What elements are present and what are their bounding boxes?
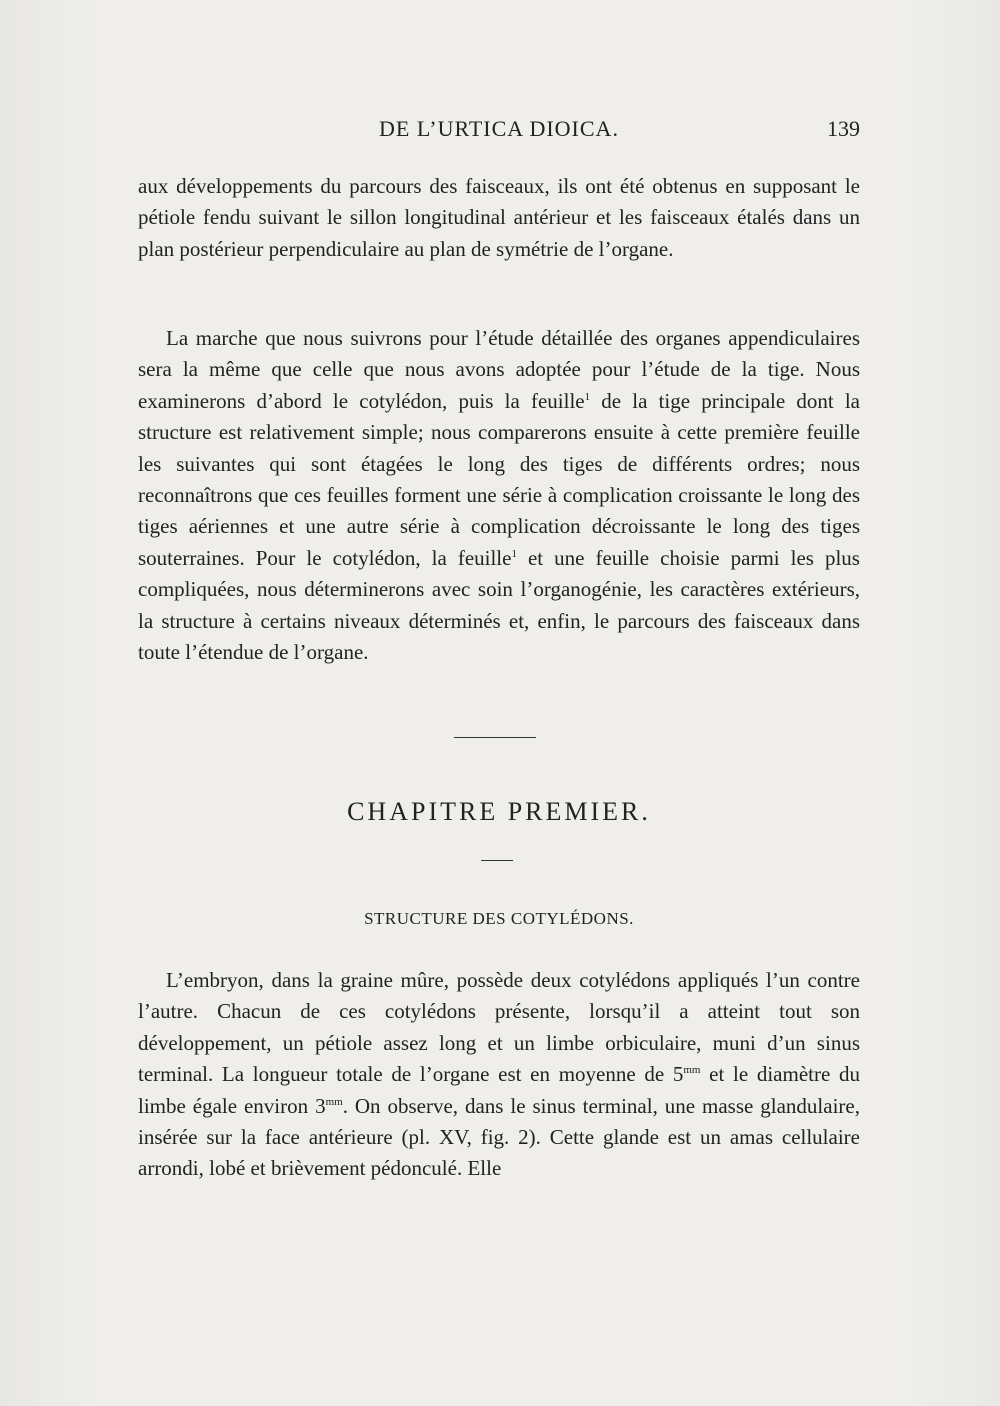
paragraph-text <box>138 323 860 668</box>
text-segment: . On observe, dans le sinus terminal, une masse glandulaire, insérée sur la face antérieure (pl. XV, fig. 2). Cette glande est un amas cellulaire arrondi, lobé et brièvement pédonculé. Elle <box>138 1093 860 1181</box>
text-segment: L’embryon, dans la graine mûre, possède deux cotylédons appliqués l’un contre l’autre. Chacun de ces cotylédons présente, lorsqu’il a atteint tout son développement, un pétiole assez long et un limbe orbiculaire, muni d’un sinus terminal. La longueur totale de l’organe est en moyenne de 5 <box>138 968 860 1087</box>
page-header <box>138 116 860 146</box>
paragraph-method <box>138 323 860 668</box>
footnote-marker: 1 <box>511 547 517 560</box>
running-title: DE L’URTICA DIOICA. <box>379 116 619 141</box>
text-segment: et le diamètre du limbe égale environ 3 <box>138 1062 860 1118</box>
section-title: STRUCTURE DES COTYLÉDONS. <box>364 909 634 928</box>
page-number: 139 <box>827 116 860 141</box>
footnote-marker: 1 <box>584 390 591 403</box>
paragraph-text <box>138 965 860 1185</box>
separator-rule <box>454 737 536 738</box>
paragraph-embryo <box>138 965 860 1185</box>
text-segment: La marche que nous suivrons pour l’étude détaillée des organes appendiculaires sera la même que celle que nous avons adoptée pour l’étude de la tige. Nous examinerons d’abord le cotylédon, puis la feuille <box>138 326 860 413</box>
separator-rule <box>481 860 513 861</box>
text-segment: de la tige principale dont la structure est relativement simple; nous comparerons ensuite à cette première feuille les suivantes qui sont étagées le long des tiges de différents ordres; nous reconnaîtrons que ces feuilles forment une série à complication croissante le long des tiges aériennes et une autre série à complication décroissante le long des tiges souterraines. Pour le cotylédon, la feuille <box>138 388 861 570</box>
unit-superscript: mm <box>683 1064 701 1077</box>
paragraph-continuation <box>138 171 860 265</box>
paragraph-text: aux développements du parcours des faisceaux, ils ont été obtenus en supposant le pétiole fendu suivant le sillon longitudinal antérieur et les faisceaux étalés dans un plan postérieur perpendiculaire au plan de symétrie de l’organe. <box>138 174 860 261</box>
text-segment: et une feuille choisie parmi les plus compliquées, nous déterminerons avec soin l’organogénie, les caractères extérieurs, la structure à certains niveaux déterminés et, enfin, le parcours des faisceaux dans toute l’étendue de l’organe. <box>138 545 860 665</box>
chapter-title: CHAPITRE PREMIER. <box>347 797 651 826</box>
unit-superscript: mm <box>325 1095 343 1108</box>
